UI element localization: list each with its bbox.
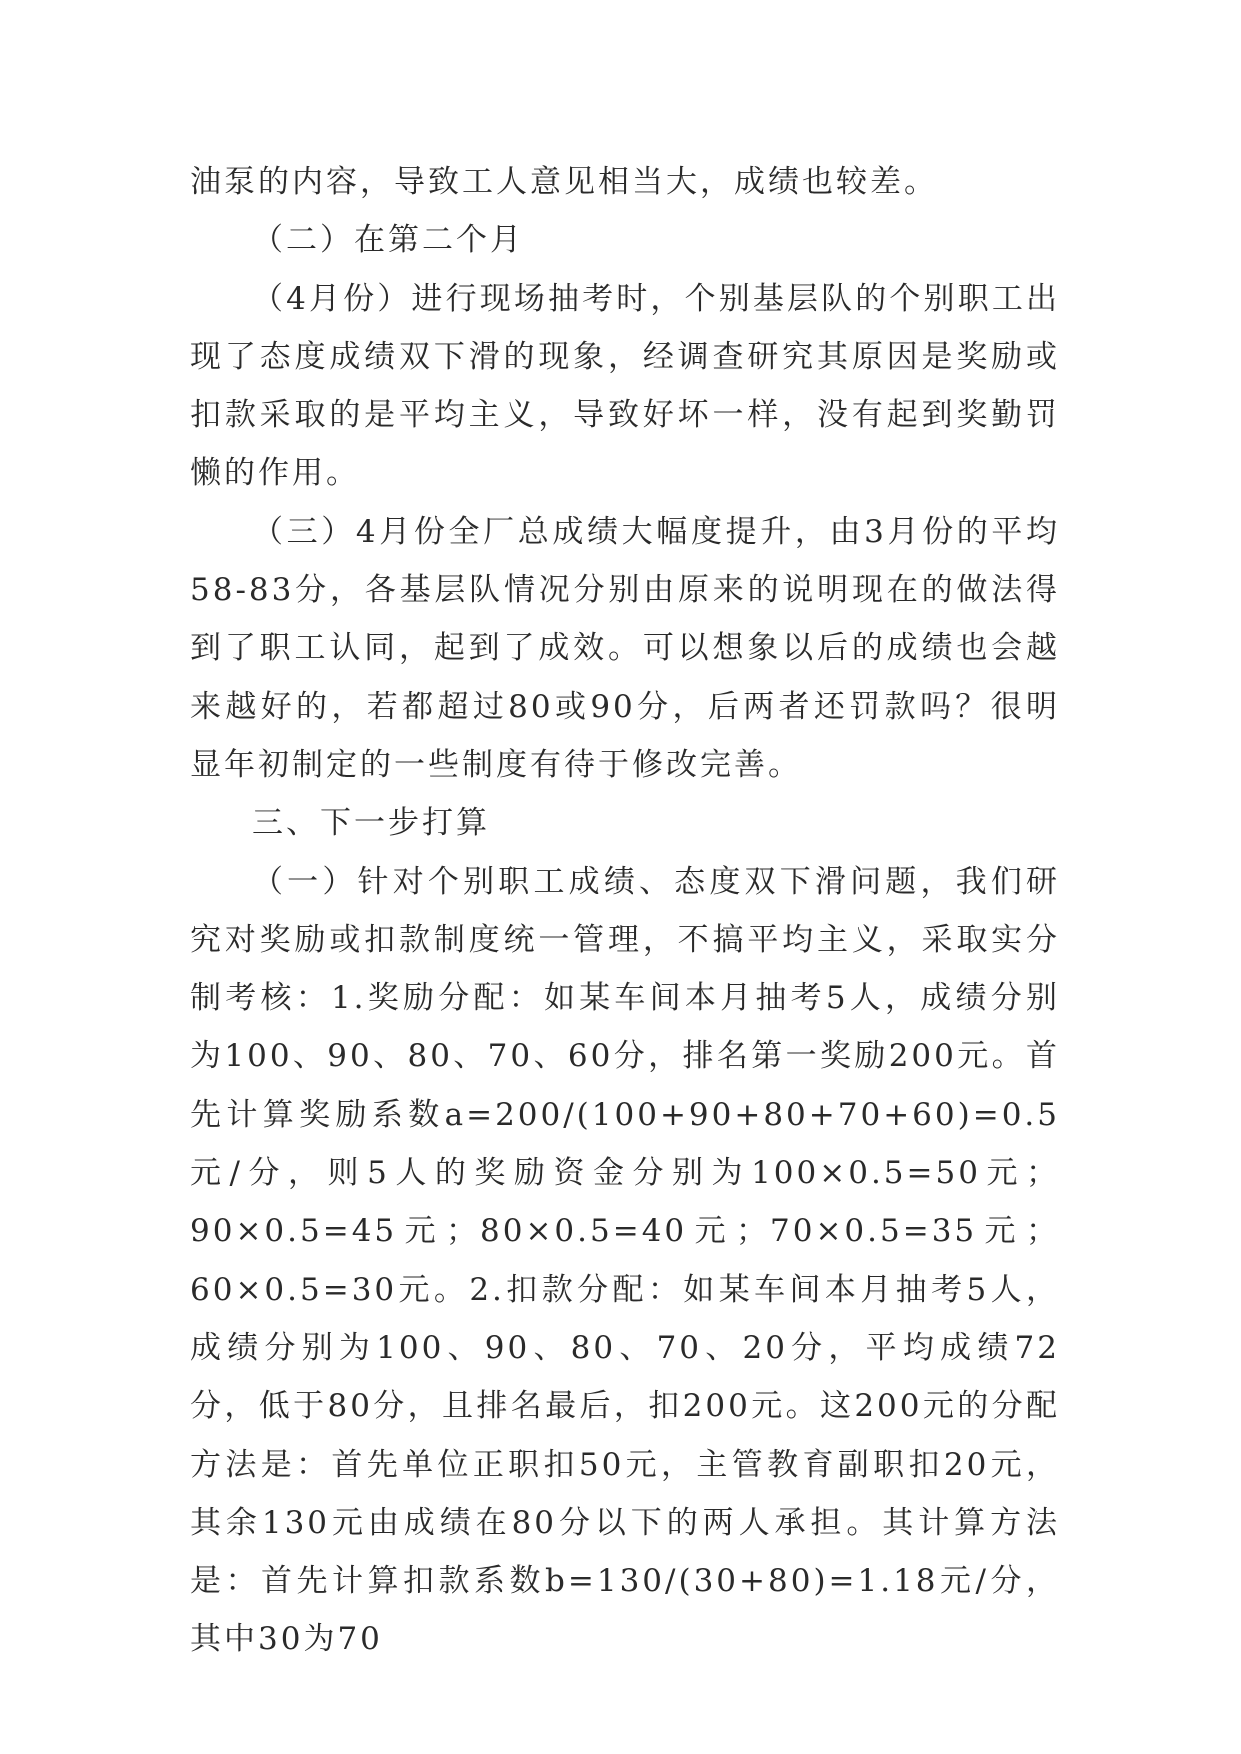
paragraph-reward-deduction-plan: （一）针对个别职工成绩、态度双下滑问题，我们研究对奖励或扣款制度统一管理，不搞平均主义，采取实分制考核：1.奖励分配：如某车间本月抽考5人，成绩分别为100、90、80、70、60分，排名第一奖励200元。首先计算奖励系数a=200/(100+90+80+70+60)=0.5元/分，则5人的奖励资金分别为100×0.5=50元；90×0.5=45元；80×0.5=40元；70×0.5=35元；60×0.5=30元。2.扣款分配：如某车间本月抽考5人，成绩分别为100、90、80、70、20分，平均成绩72分，低于80分，且排名最后，扣200元。这200元的分配方法是：首先单位正职扣50元，主管教育副职扣20元，其余130元由成绩在80分以下的两人承担。其计算方法是：首先计算扣款系数b=130/(30+80)=1.18元/分，其中30为70 bbox=[190, 863, 1060, 1658]
paragraph-continuation: 油泵的内容，导致工人意见相当大，成绩也较差。 bbox=[190, 164, 938, 200]
document-body bbox=[190, 153, 1060, 1669]
paragraph-heading-second-month: （二）在第二个月 bbox=[252, 222, 524, 259]
paragraph-april-inspection: （4月份）进行现场抽考时，个别基层队的个别职工出现了态度成绩双下滑的现象，经调查研究其原因是奖励或扣款采取的是平均主义，导致好坏一样，没有起到奖勤罚懒的作用。 bbox=[190, 280, 1060, 492]
section-heading-next-steps: 三、下一步打算 bbox=[252, 805, 490, 842]
paragraph-april-improvement: （三）4月份全厂总成绩大幅度提升，由3月份的平均58-83分，各基层队情况分别由原来的说明现在的做法得到了职工认同，起到了成效。可以想象以后的成绩也会越来越好的，若都超过80或90分，后两者还罚款吗？很明显年初制定的一些制度有待于修改完善。 bbox=[190, 513, 1060, 783]
